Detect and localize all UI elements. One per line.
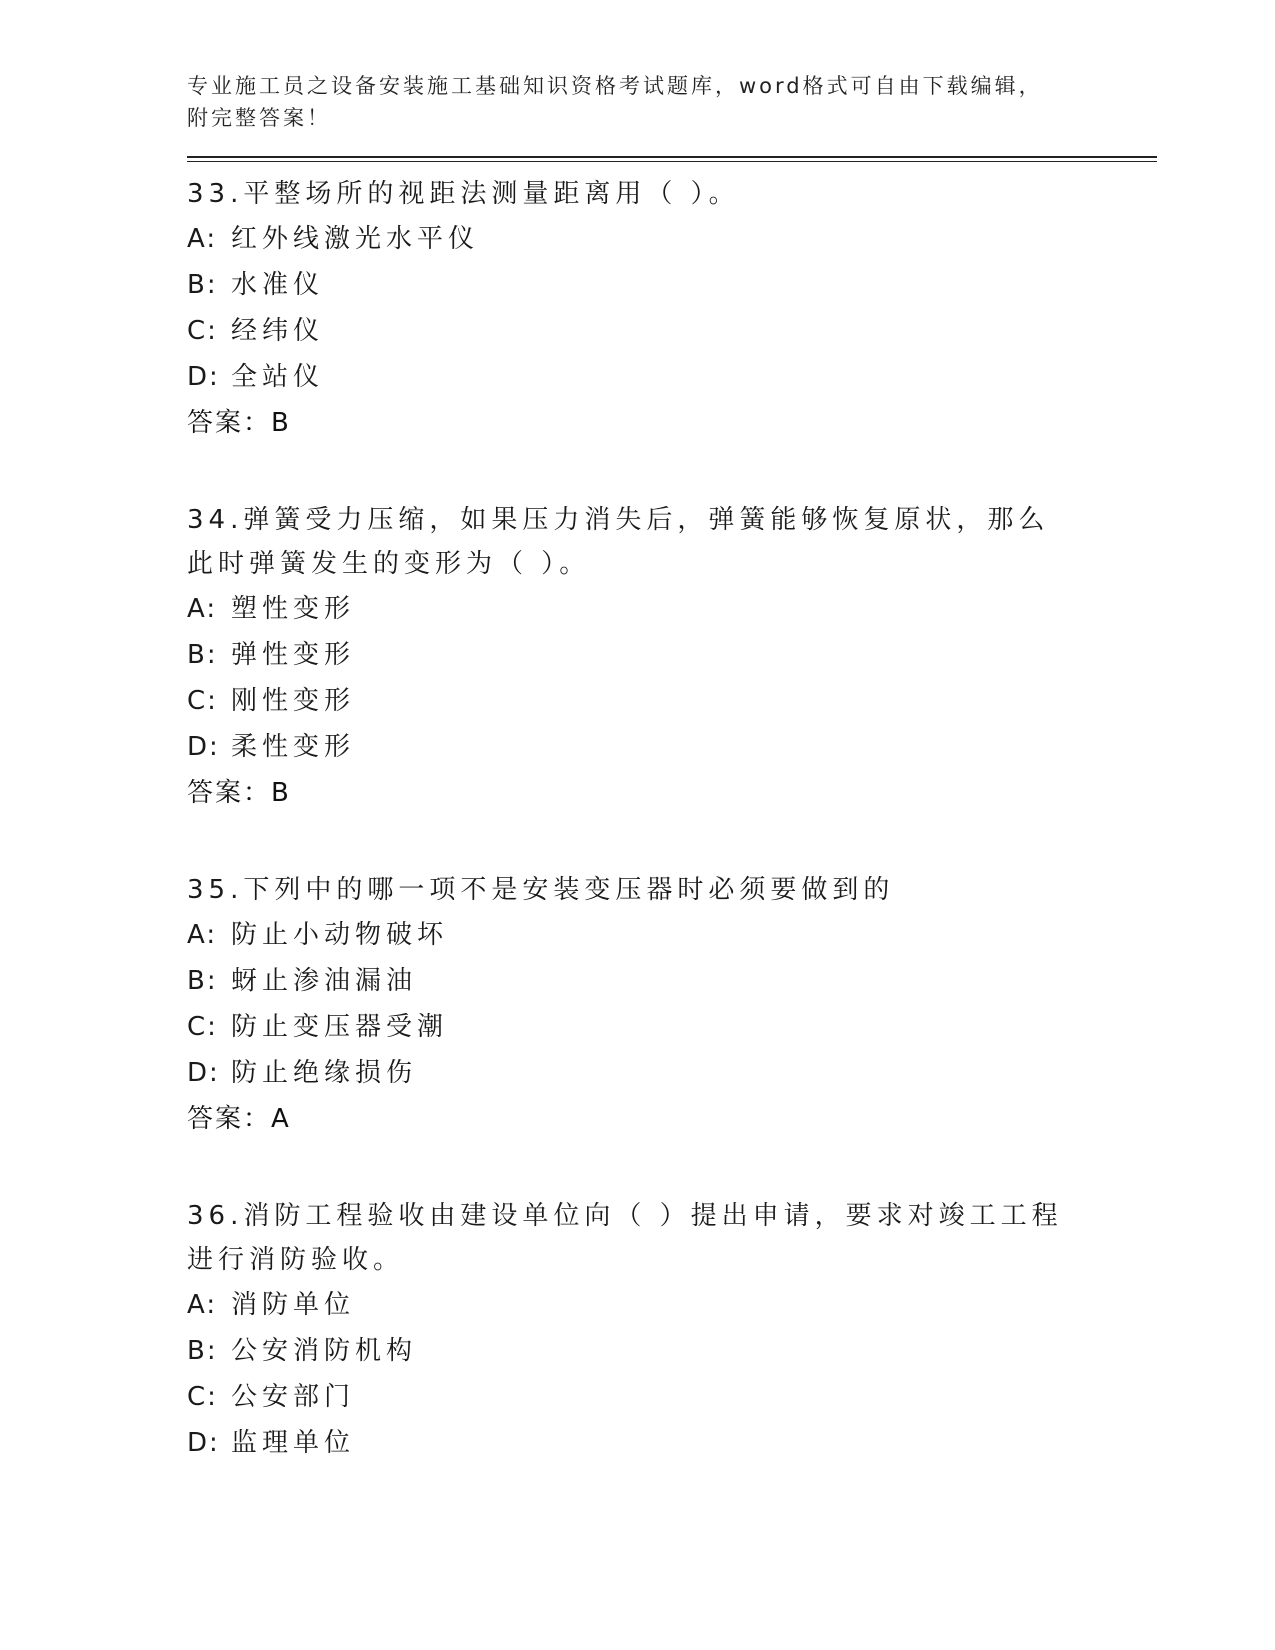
question-stem: 34.弹簧受力压缩，如果压力消失后，弹簧能够恢复原状，那么此时弹簧发生的变形为（ ）。 xyxy=(187,505,1050,579)
option-key: A: xyxy=(187,920,218,950)
option-text: 公安消防机构 xyxy=(231,1336,418,1366)
option-text: 监理单位 xyxy=(231,1428,356,1458)
option-key: B: xyxy=(187,966,218,996)
option-text: 塑性变形 xyxy=(231,594,356,624)
option-d xyxy=(187,724,1157,770)
option-b xyxy=(187,958,1157,1004)
option-text: 蚜止渗油漏油 xyxy=(231,966,418,996)
option-a xyxy=(187,1282,1157,1328)
option-text: 弹性变形 xyxy=(231,640,356,670)
option-a xyxy=(187,912,1157,958)
option-text: 刚性变形 xyxy=(231,686,356,716)
option-key: D: xyxy=(187,1058,220,1088)
document-header xyxy=(187,70,1157,134)
header-divider xyxy=(187,156,1157,162)
option-text: 公安部门 xyxy=(231,1382,356,1412)
option-d xyxy=(187,354,1157,400)
question-35 xyxy=(187,868,1157,1142)
option-a xyxy=(187,586,1157,632)
option-text: 防止变压器受潮 xyxy=(231,1012,449,1042)
option-key: D: xyxy=(187,1428,220,1458)
question-36 xyxy=(187,1194,1157,1466)
option-key: C: xyxy=(187,1012,218,1042)
option-text: 经纬仪 xyxy=(231,316,325,346)
option-key: D: xyxy=(187,362,220,392)
option-c xyxy=(187,678,1157,724)
header-line-1: 专业施工员之设备安装施工基础知识资格考试题库，word格式可自由下载编辑， xyxy=(187,74,1043,98)
option-key: B: xyxy=(187,270,218,300)
option-text: 柔性变形 xyxy=(231,732,356,762)
option-b xyxy=(187,632,1157,678)
option-c xyxy=(187,1004,1157,1050)
option-text: 全站仪 xyxy=(231,362,325,392)
option-d xyxy=(187,1420,1157,1466)
answer-line: 答案：B xyxy=(187,778,291,808)
option-key: B: xyxy=(187,640,218,670)
option-text: 红外线激光水平仪 xyxy=(231,224,480,254)
option-b xyxy=(187,1328,1157,1374)
option-c xyxy=(187,1374,1157,1420)
document-page xyxy=(187,70,1157,1466)
option-text: 防止绝缘损伤 xyxy=(231,1058,418,1088)
option-b xyxy=(187,262,1157,308)
answer-line: 答案：B xyxy=(187,408,291,438)
option-key: A: xyxy=(187,1290,218,1320)
question-33 xyxy=(187,172,1157,446)
option-key: C: xyxy=(187,316,218,346)
option-text: 消防单位 xyxy=(231,1290,356,1320)
header-line-2: 附完整答案！ xyxy=(187,106,331,130)
option-key: B: xyxy=(187,1336,218,1366)
option-text: 水准仪 xyxy=(231,270,325,300)
option-c xyxy=(187,308,1157,354)
option-text: 防止小动物破坏 xyxy=(231,920,449,950)
option-key: A: xyxy=(187,594,218,624)
option-key: C: xyxy=(187,1382,218,1412)
option-key: A: xyxy=(187,224,218,254)
option-a xyxy=(187,216,1157,262)
question-stem: 33.平整场所的视距法测量距离用（ ）。 xyxy=(187,179,740,209)
question-stem: 35.下列中的哪一项不是安装变压器时必须要做到的 xyxy=(187,875,895,905)
answer-line: 答案：A xyxy=(187,1104,291,1134)
option-d xyxy=(187,1050,1157,1096)
question-stem: 36.消防工程验收由建设单位向（ ）提出申请，要求对竣工工程进行消防验收。 xyxy=(187,1201,1063,1275)
option-key: D: xyxy=(187,732,220,762)
option-key: C: xyxy=(187,686,218,716)
question-34 xyxy=(187,498,1157,816)
